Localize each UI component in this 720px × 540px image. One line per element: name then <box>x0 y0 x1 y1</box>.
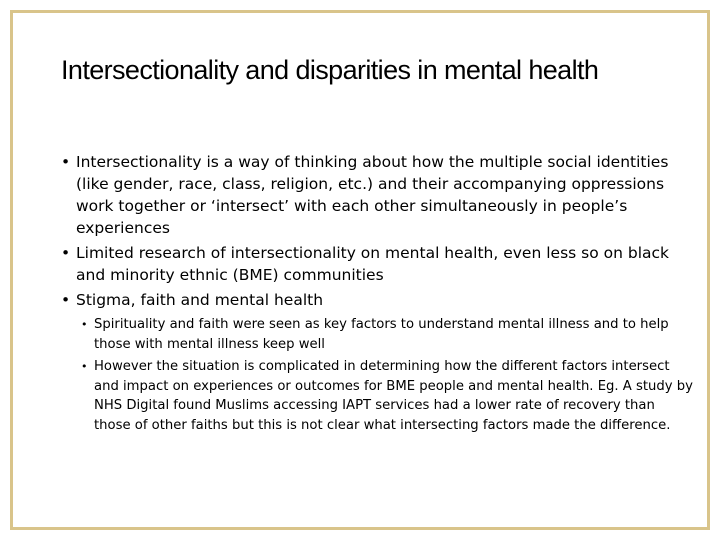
sub-bullet-list <box>81 315 693 435</box>
slide-title: Intersectionality and disparities in mental health <box>61 55 599 85</box>
sub-bullet-icon: • <box>81 318 88 331</box>
bullet-list <box>61 151 693 438</box>
bullet-item-intersectionality-definition <box>61 151 693 239</box>
sub-bullet-item-complicated-situation <box>81 357 693 435</box>
bullet-item-limited-research <box>61 242 693 286</box>
sub-bullet-text: Spirituality and faith were seen as key factors to understand mental illness and to help those with mental illness keep well <box>94 317 669 352</box>
bullet-icon: • <box>61 153 71 171</box>
slide-frame <box>10 10 710 530</box>
bullet-icon: • <box>61 291 71 309</box>
bullet-text: Limited research of intersectionality on mental health, even less so on black and minority ethnic (BME) communities <box>76 244 670 284</box>
bullet-text: Intersectionality is a way of thinking about how the multiple social identities (like gender, race, class, religion, etc.) and their accompanying oppressions work together or ‘intersect’ with each other simultaneously in people’s experiences <box>76 153 669 237</box>
sub-bullet-text: However the situation is complicated in determining how the different factors intersect and impact on experiences or outcomes for BME people and mental health. Eg. A study by NHS Digital found Muslims accessing IAPT services had a lower rate of recovery than those of other faiths but this is not clear what intersecting factors made the difference. <box>94 359 693 433</box>
bullet-icon: • <box>61 244 71 262</box>
sub-bullet-icon: • <box>81 360 88 373</box>
bullet-item-stigma-faith <box>61 289 693 311</box>
sub-bullet-item-spirituality <box>81 315 693 354</box>
bullet-text: Stigma, faith and mental health <box>76 291 324 309</box>
